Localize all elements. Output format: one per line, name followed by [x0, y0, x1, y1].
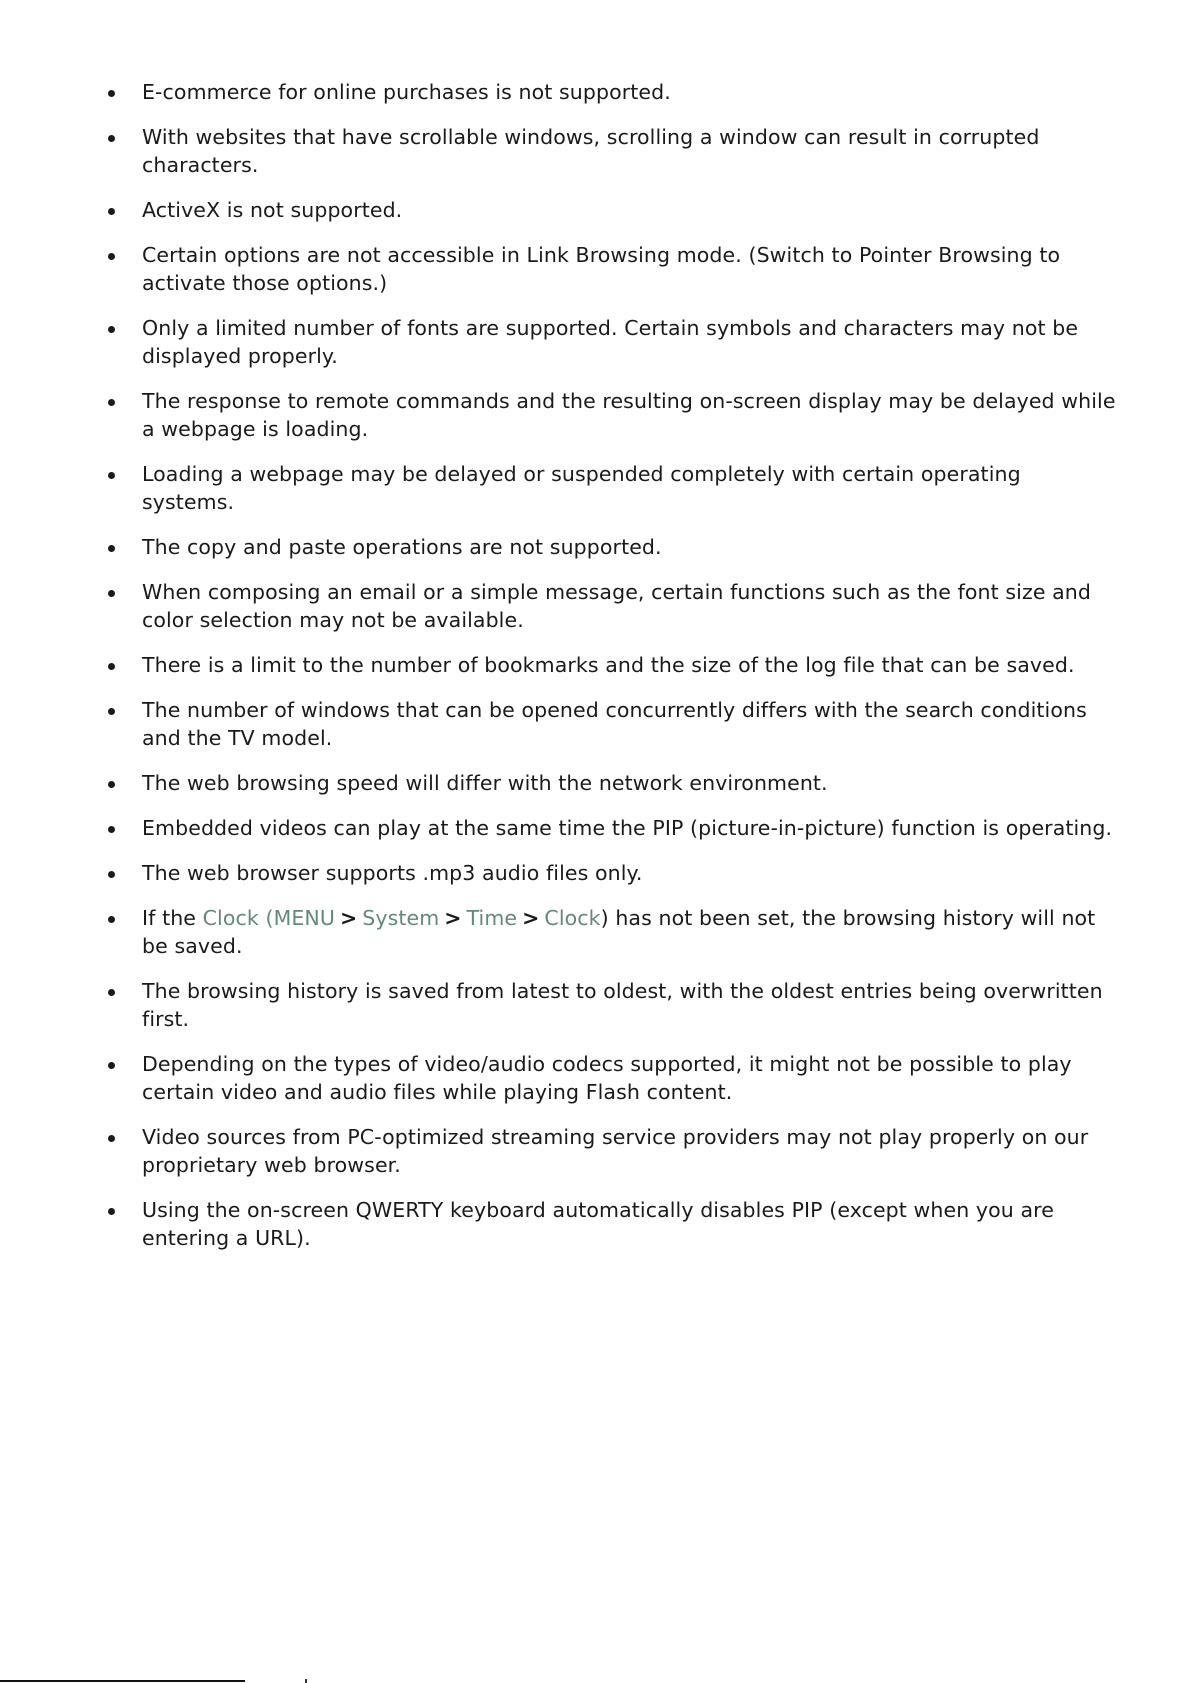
note-text: The number of windows that can be opened concurrently differs with the search conditions and the TV model.	[142, 698, 1087, 750]
bullet-icon	[108, 916, 115, 923]
list-item	[96, 460, 1116, 516]
note-text: Using the on-screen QWERTY keyboard automatically disables PIP (except when you are entering a URL).	[142, 1198, 1054, 1250]
system-path-item: System	[362, 906, 440, 930]
bullet-icon	[108, 989, 115, 996]
bullet-icon	[108, 326, 115, 333]
note-text: Video sources from PC-optimized streaming service providers may not play properly on our proprietary web browser.	[142, 1125, 1089, 1177]
bullet-icon	[108, 1062, 115, 1069]
chevron-right-icon: >	[522, 906, 540, 930]
clock-setting-name: Clock	[202, 906, 259, 930]
bullet-icon	[108, 545, 115, 552]
list-item	[96, 977, 1116, 1033]
bullet-icon	[108, 871, 115, 878]
clock-path-open: (	[258, 906, 274, 930]
clock-path-item: Clock	[544, 906, 601, 930]
chevron-right-icon: >	[444, 906, 462, 930]
list-item	[96, 814, 1116, 842]
list-item	[96, 241, 1116, 297]
note-text: There is a limit to the number of bookmarks and the size of the log file that can be saved.	[142, 653, 1075, 677]
bullet-icon	[108, 663, 115, 670]
note-text: E-commerce for online purchases is not supported.	[142, 80, 671, 104]
list-item	[96, 769, 1116, 797]
note-text: The web browsing speed will differ with the network environment.	[142, 771, 828, 795]
list-item	[96, 533, 1116, 561]
note-text: When composing an email or a simple message, certain functions such as the font size and color selection may not be available.	[142, 580, 1092, 632]
chevron-right-icon: >	[339, 906, 358, 930]
note-text: Certain options are not accessible in Link Browsing mode. (Switch to Pointer Browsing to activate those options.)	[142, 243, 1061, 295]
notes-list	[96, 78, 1116, 1269]
bullet-icon	[108, 208, 115, 215]
time-path-item: Time	[466, 906, 518, 930]
clock-note-item	[96, 904, 1116, 960]
note-text: Depending on the types of video/audio codecs supported, it might not be possible to play certain video and audio files while playing Flash content.	[142, 1052, 1072, 1104]
menu-path-item: MENU	[273, 906, 335, 930]
list-item	[96, 696, 1116, 752]
note-text: ActiveX is not supported.	[142, 198, 403, 222]
bullet-icon	[108, 590, 115, 597]
bullet-icon	[108, 399, 115, 406]
bullet-icon	[108, 90, 115, 97]
bullet-icon	[108, 472, 115, 479]
note-text: The browsing history is saved from latest to oldest, with the oldest entries being overwritten first.	[142, 979, 1103, 1031]
list-item	[96, 196, 1116, 224]
list-item	[96, 1196, 1116, 1252]
note-text: Embedded videos can play at the same time the PIP (picture-in-picture) function is operating.	[142, 816, 1113, 840]
bullet-icon	[108, 253, 115, 260]
clock-note-suffix: ) has not been set, the browsing history will not be saved.	[142, 906, 1096, 958]
note-text: Loading a webpage may be delayed or suspended completely with certain operating systems.	[142, 462, 1021, 514]
bullet-icon	[108, 135, 115, 142]
footer-mark	[305, 1679, 307, 1683]
list-item	[96, 1123, 1116, 1179]
note-text: The web browser supports .mp3 audio files only.	[142, 861, 643, 885]
list-item	[96, 859, 1116, 887]
bullet-icon	[108, 826, 115, 833]
bullet-icon	[108, 781, 115, 788]
note-text: With websites that have scrollable windows, scrolling a window can result in corrupted characters.	[142, 125, 1040, 177]
note-text: The copy and paste operations are not supported.	[142, 535, 662, 559]
clock-note-prefix: If the	[142, 906, 203, 930]
list-item	[96, 78, 1116, 106]
note-text: Only a limited number of fonts are supported. Certain symbols and characters may not be displayed properly.	[142, 316, 1079, 368]
bullet-icon	[108, 1208, 115, 1215]
list-item	[96, 387, 1116, 443]
bullet-icon	[108, 1135, 115, 1142]
bullet-icon	[108, 708, 115, 715]
list-item	[96, 651, 1116, 679]
footer-divider	[0, 1680, 245, 1682]
list-item	[96, 314, 1116, 370]
note-text: The response to remote commands and the resulting on-screen display may be delayed while a webpage is loading.	[142, 389, 1116, 441]
list-item	[96, 123, 1116, 179]
list-item	[96, 1050, 1116, 1106]
list-item	[96, 578, 1116, 634]
